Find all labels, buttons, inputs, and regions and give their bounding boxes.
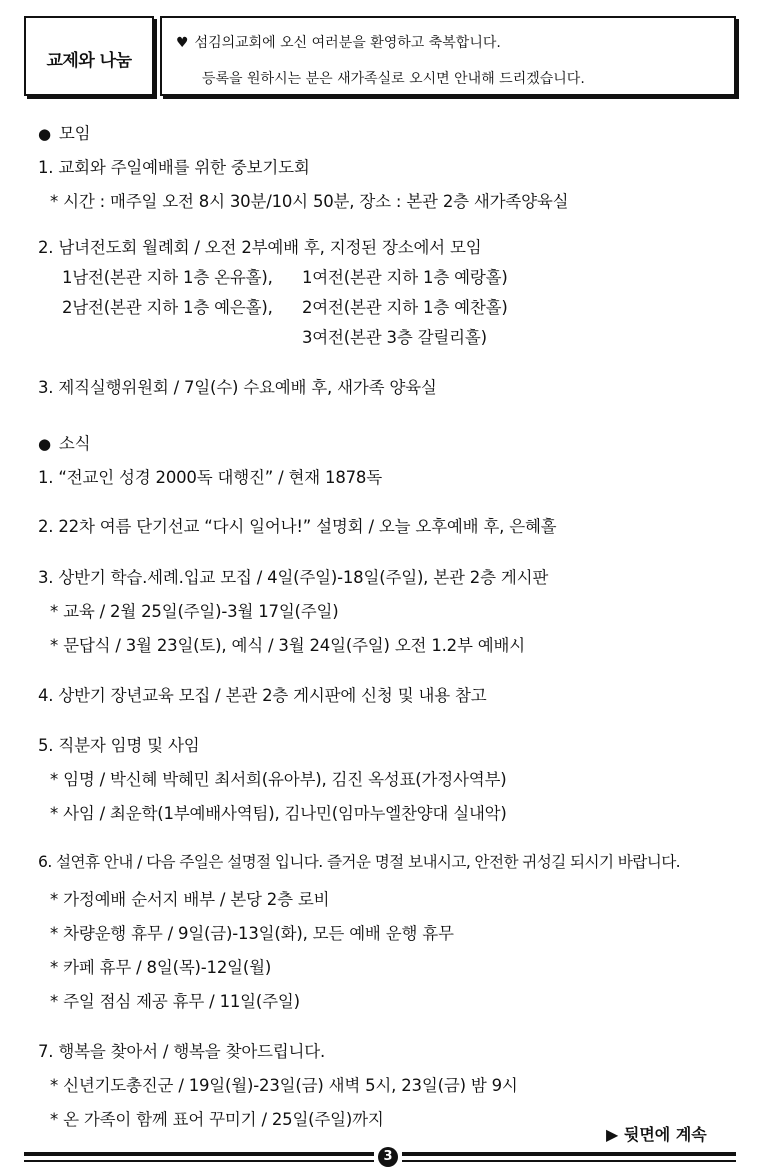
- news-item-2: 2. 22차 여름 단기선교 “다시 일어나!” 설명회 / 오늘 오후예배 후, 은혜홀: [38, 517, 557, 536]
- news-item-6: 6. 설연휴 안내 / 다음 주일은 설명절 입니다. 즐거운 명절 보내시고, 안전한 귀성길 되시기 바랍니다.: [38, 853, 681, 871]
- bullet-icon: ●: [38, 435, 51, 453]
- gathering-item-2: 2. 남녀전도회 월례회 / 오전 2부예배 후, 지정된 장소에서 모임: [38, 238, 482, 257]
- news-item-6-sub-2: * 차량운행 휴무 / 9일(금)-13일(화), 모든 예배 운행 휴무: [50, 924, 454, 943]
- news-item-5-sub-2: * 사임 / 최운학(1부예배사역팀), 김나민(임마누엘찬양대 실내악): [50, 804, 507, 823]
- gathering-group-1w: 1여전(본관 지하 1층 예랑홀): [302, 268, 508, 287]
- news-item-3: 3. 상반기 학습.세례.입교 모집 / 4일(주일)-18일(주일), 본관 2층 게시판: [38, 568, 549, 587]
- section-title: 교제와 나눔: [46, 51, 132, 71]
- footer-divider-right: [402, 1152, 736, 1162]
- gathering-heading: ● 모임: [38, 124, 91, 143]
- gathering-item-1: 1. 교회와 주일예배를 위한 중보기도회: [38, 158, 310, 177]
- continued-note: ▶ 뒷면에 계속: [606, 1125, 707, 1144]
- news-item-6-sub-3: * 카페 휴무 / 8일(목)-12일(월): [50, 958, 272, 977]
- news-item-6-sub-1: * 가정예배 순서지 배부 / 본당 2층 로비: [50, 890, 330, 909]
- gathering-group-2m: 2남전(본관 지하 1층 예은홀),: [62, 298, 273, 317]
- gathering-item-1-time: * 시간 : 매주일 오전 8시 30분/10시 50분, 장소 : 본관 2층 새가족양육실: [50, 192, 569, 211]
- heart-icon: ♥: [176, 35, 189, 51]
- welcome-line-1: ♥ 섬김의교회에 오신 여러분을 환영하고 축복합니다.: [176, 35, 501, 51]
- news-item-3-sub-1: * 교육 / 2월 25일(주일)-3월 17일(주일): [50, 602, 339, 621]
- news-item-3-sub-2: * 문답식 / 3월 23일(토), 예식 / 3월 24일(주일) 오전 1.2부 예배시: [50, 636, 525, 655]
- news-item-1: 1. “전교인 성경 2000독 대행진” / 현재 1878독: [38, 468, 382, 487]
- news-item-5-sub-1: * 임명 / 박신혜 박혜민 최서희(유아부), 김진 옥성표(가정사역부): [50, 770, 507, 789]
- news-item-4: 4. 상반기 장년교육 모집 / 본관 2층 게시판에 신청 및 내용 참고: [38, 686, 487, 705]
- gathering-group-3w: 3여전(본관 3층 갈릴리홀): [302, 328, 487, 347]
- gathering-group-1m: 1남전(본관 지하 1층 온유홀),: [62, 268, 273, 287]
- bullet-icon: ●: [38, 125, 51, 143]
- section-title-box: [24, 16, 154, 96]
- news-item-7-sub-1: * 신년기도총진군 / 19일(월)-23일(금) 새벽 5시, 23일(금) 밤 9시: [50, 1076, 518, 1095]
- gathering-item-3: 3. 제직실행위원회 / 7일(수) 수요예배 후, 새가족 양육실: [38, 378, 437, 397]
- news-item-7-sub-2: * 온 가족이 함께 표어 꾸미기 / 25일(주일)까지: [50, 1110, 384, 1129]
- footer-divider-left: [24, 1152, 374, 1162]
- news-item-7: 7. 행복을 찾아서 / 행복을 찾아드립니다.: [38, 1042, 326, 1061]
- news-item-6-sub-4: * 주일 점심 제공 휴무 / 11일(주일): [50, 992, 300, 1011]
- welcome-box: [160, 16, 736, 96]
- welcome-line-2: 등록을 원하시는 분은 새가족실로 오시면 안내해 드리겠습니다.: [202, 71, 585, 87]
- gathering-group-2w: 2여전(본관 지하 1층 예찬홀): [302, 298, 508, 317]
- news-item-5: 5. 직분자 임명 및 사임: [38, 736, 200, 755]
- page-number: 3: [378, 1147, 398, 1167]
- news-heading: ● 소식: [38, 434, 91, 453]
